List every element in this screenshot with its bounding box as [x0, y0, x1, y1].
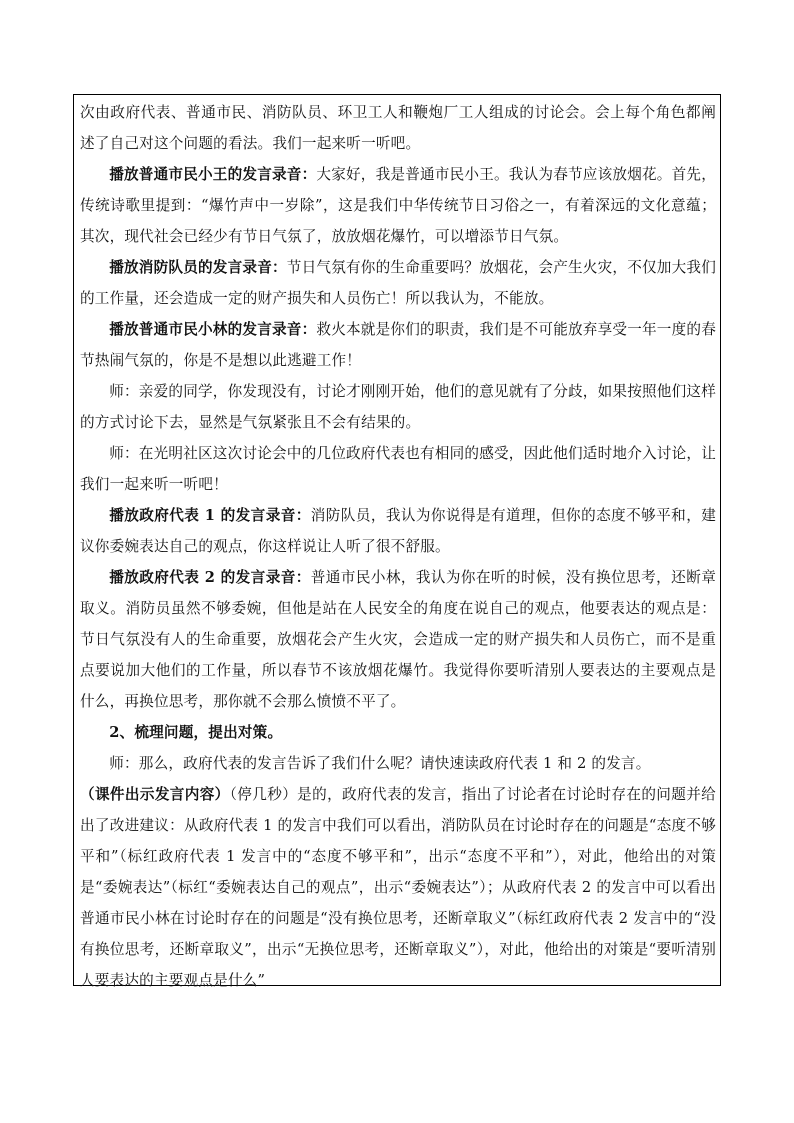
- paragraph-text: 普通市民小林，我认为你在听的时候，没有换位思考，还断章取义。消防员虽然不够委婉，但他是站在人民安全的角度在说自己的观点，他要表达的观点是：节日气氛没有人的生命重要，放烟花会产生火灾，会造成一定的财产损失和人员伤亡，而不是重点要说加大他们的工作量，所以春节不该放烟花爆竹。我觉得你要听清别人要表达的主要观点是什么，再换位思考，那你就不会那么愤愤不平了。: [80, 569, 716, 710]
- paragraph-gov-rep-2: [80, 562, 716, 717]
- paragraph-text: 救火本就是你们的职责，我们是不可能放弃享受一年一度的春节热闹气氛的，你是不是想以此逃避工作！: [80, 321, 716, 369]
- paragraph-heading: 播放普通市民小林的发言录音：: [109, 321, 317, 338]
- paragraph-gov-rep-1: [80, 500, 716, 562]
- paragraph-intro: [80, 97, 716, 159]
- section-heading: [80, 717, 716, 748]
- paragraph-text: 大家好，我是普通市民小王。我认为春节应该放烟花。首先，传统诗歌里提到：“爆竹声中一岁除”，这是我们中华传统节日习俗之一，有着深远的文化意蕴；其次，现代社会已经少有节日气氛了，放放烟花爆竹，可以增添节日气氛。: [80, 166, 716, 245]
- paragraph-text: 次由政府代表、普通市民、消防队员、环卫工人和鞭炮厂工人组成的讨论会。会上每个角色都阐述了自己对这个问题的看法。我们一起来听一听吧。: [80, 104, 716, 152]
- paragraph-heading: 播放普通市民小王的发言录音：: [109, 166, 317, 183]
- paragraph-heading: 播放消防队员的发言录音：: [109, 259, 287, 276]
- paragraph-heading: 播放政府代表 2 的发言录音：: [109, 569, 311, 586]
- paragraph-heading: （课件出示发言内容）: [80, 786, 230, 803]
- paragraph-text: 消防队员，我认为你说得是有道理，但你的态度不够平和，建议你委婉表达自己的观点，你这样说让人听了很不舒服。: [80, 507, 716, 555]
- paragraph-firefighter: [80, 252, 716, 314]
- paragraph-teacher-3: [80, 748, 716, 779]
- paragraph-text: 师：亲爱的同学，你发现没有，讨论才刚刚开始，他们的意见就有了分歧，如果按照他们这样的方式讨论下去，显然是气氛紧张且不会有结果的。: [80, 383, 716, 431]
- paragraph-text: 师：那么，政府代表的发言告诉了我们什么呢？请快速读政府代表 1 和 2 的发言。: [109, 755, 651, 772]
- paragraph-xiaolin: [80, 314, 716, 376]
- paragraph-text: 节日气氛有你的生命重要吗？放烟花，会产生火灾，不仅加大我们的工作量，还会造成一定的财产损失和人员伤亡！所以我认为，不能放。: [80, 259, 716, 307]
- paragraph-text: 师：在光明社区这次讨论会中的几位政府代表也有相同的感受，因此他们适时地介入讨论，让我们一起来听一听吧！: [80, 445, 716, 493]
- paragraph-text: （停几秒）是的，政府代表的发言，指出了讨论者在讨论时存在的问题并给出了改进建议：从政府代表 1 的发言中我们可以看出，消防队员在讨论时存在的问题是“态度不够平和”（标红政府代表 1 发言中的“态度不够平和”，出示“态度不平和”），对此，他给出的对策是“委婉表达”（标红“委婉表达自己的观点”，出示“委婉表达”）；从政府代表 2 的发言中可以看出普通市民小林在讨论时存在的问题是“没有换位思考，还断章取义”（标红政府代表 2 发言中的“没有换位思考，还断章取义”，出示“无换位思考，还断章取义”），对此，他给出的对策是“要听清别人要表达的主要观点是什么”: [80, 786, 716, 989]
- paragraph-xiaowang: [80, 159, 716, 252]
- lesson-content: [80, 97, 716, 996]
- paragraph-heading: 播放政府代表 1 的发言录音：: [109, 507, 311, 524]
- paragraph-teacher-1: [80, 376, 716, 438]
- paragraph-teacher-2: [80, 438, 716, 500]
- paragraph-heading: 2、梳理问题，提出对策。: [109, 724, 283, 741]
- paragraph-summary: [80, 779, 716, 996]
